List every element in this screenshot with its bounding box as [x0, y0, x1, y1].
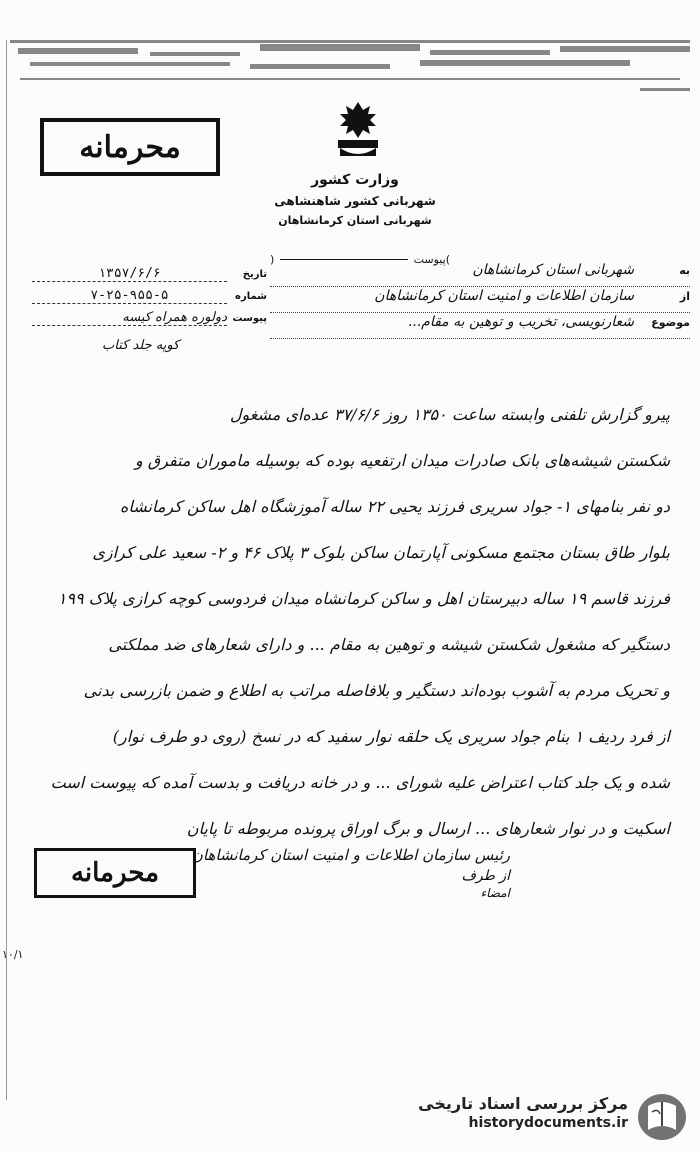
subject-row	[270, 314, 690, 339]
scan-left-edge	[0, 0, 14, 1152]
attachment-label: پیوست	[232, 313, 267, 324]
date-value: ۱۳۵۷/۶/۶	[32, 266, 227, 282]
attachment-value: دولوره همراه کیسه	[32, 310, 227, 326]
subject-value: شعارنویسی، تخریب و توهین به مقام...	[407, 314, 634, 330]
lion-and-sun-emblem-icon	[330, 100, 386, 160]
body-line: دستگیر که مشغول شکستن شیشه و توهین به مقام ... و دارای شعارهای ضد مملکتی	[108, 635, 670, 654]
number-value: ۷-۲۵-۹۵۵-۵	[32, 288, 227, 304]
annex-label: پیوست	[413, 253, 446, 266]
attachment-extra-note: کوپه جلد کتاب	[102, 338, 180, 353]
watermark-name: مرکز بررسی اسناد تاریخی	[418, 1094, 628, 1113]
via-label: از	[679, 290, 690, 303]
date-row	[32, 266, 267, 288]
to-row	[270, 262, 690, 287]
signature-block	[180, 846, 510, 900]
confidential-stamp-bottom	[34, 848, 196, 898]
scan-noise-top	[0, 0, 700, 95]
attachment-row	[32, 310, 267, 332]
police-national-title: شهربانی کشور شاهنشاهی	[274, 194, 436, 208]
signature-line-3: امضاء	[480, 886, 510, 900]
ministry-title: وزارت کشور	[311, 172, 399, 188]
to-value: شهربانی استان کرمانشاهان	[472, 262, 634, 278]
to-label: به	[679, 264, 690, 277]
via-row	[270, 288, 690, 313]
date-label: تاریخ	[242, 269, 267, 280]
signature-line-1: رئیس سازمان اطلاعات و امنیت استان کرمانشاهان	[191, 846, 510, 864]
signature-line-2: از طرف	[461, 868, 510, 884]
watermark-text	[398, 1094, 628, 1131]
confidential-stamp-top	[40, 118, 220, 176]
letter-body	[50, 392, 670, 852]
body-line: بلوار طاق بستان مجتمع مسکونی آپارتمان ساکن بلوک ۳ پلاک ۴۶ و ۲- سعید علی کرازی	[92, 543, 670, 562]
addressee-block	[270, 262, 690, 340]
body-line: شده و یک جلد کتاب اعتراض علیه شورای ... و در خانه دریافت و بدست آمده که پیوست است	[50, 773, 670, 792]
number-row	[32, 288, 267, 310]
via-value: سازمان اطلاعات و امنیت استان کرمانشاهان	[374, 288, 634, 304]
body-line: دو نفر بنامهای ۱- جواد سریری فرزند یحیی ۲۲ ساله آموزشگاه اهل ساکن کرمانشاه	[120, 497, 670, 516]
letterhead	[250, 172, 460, 227]
subject-label: موضوع	[651, 316, 690, 329]
source-watermark	[392, 1090, 692, 1144]
confidential-stamp-text: محرمانه	[79, 129, 181, 165]
confidential-stamp-bottom-text: محرمانه	[70, 858, 160, 888]
number-label: شماره	[235, 291, 267, 302]
letter-metadata	[32, 266, 267, 353]
body-line: شکستن شیشه‌های بانک صادرات میدان ارتفعیه بوده که بوسیله ماموران متفرق و	[134, 451, 670, 470]
annex-line: ) پیوست (	[270, 253, 450, 266]
book-leaf-logo-icon	[636, 1092, 688, 1142]
body-line: و تحریک مردم به آشوب بوده‌اند دستگیر و بلافاصله مراتب به اطلاع و ضمن بازرسی بدنی	[83, 681, 670, 700]
body-line: پیرو گزارش تلفنی وابسته ساعت ۱۳۵۰ روز ۳۷/۶/۶ عده‌ای مشغول	[229, 405, 670, 424]
body-line: از فرد ردیف ۱ بنام جواد سریری یک حلقه نوار سفید که در نسخ (روی دو طرف نوار)	[112, 727, 670, 746]
body-line: فرزند قاسم ۱۹ ساله دبیرستان اهل و ساکن کرمانشاه میدان فردوسی کوچه کرازی پلاک ۱۹۹	[57, 589, 670, 608]
body-line: اسکیت و در نوار شعارهای ... ارسال و برگ اوراق پرونده مربوطه تا پایان	[186, 819, 670, 838]
margin-note: ۱۰/۱	[2, 948, 24, 961]
police-province-title: شهربانی استان کرمانشاهان	[278, 214, 432, 227]
watermark-url: historydocuments.ir	[468, 1115, 628, 1131]
